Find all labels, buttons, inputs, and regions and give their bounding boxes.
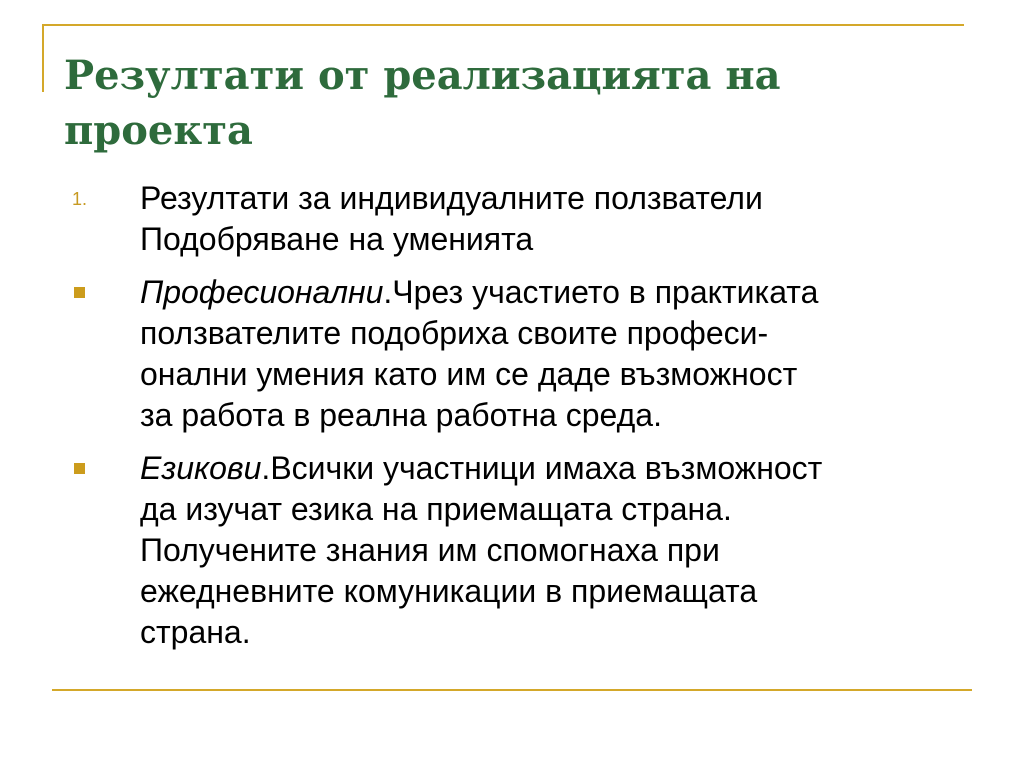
bottom-border-line <box>52 689 972 691</box>
numbered-list-item <box>72 178 952 260</box>
title-line: проекта <box>64 107 253 154</box>
bullet-line: за работа в реална работна среда. <box>140 397 662 433</box>
bullet-line: да изучат езика на приемащата страна. <box>140 491 732 527</box>
top-border-line <box>42 24 964 26</box>
bullet-line: страна. <box>140 614 251 650</box>
bullet-line <box>140 448 952 489</box>
numbered-item-line: Резултати за индивидуалните ползватели <box>140 180 763 216</box>
bullet-text: .Всички участници имаха възможност <box>261 450 823 486</box>
bullet-text: .Чрез участието в практиката <box>383 274 819 310</box>
gold-square-bullet-icon <box>74 287 85 298</box>
bullet-line: Получените знания им спомогнаха при <box>140 532 720 568</box>
list-number: 1. <box>72 189 88 209</box>
slide-title <box>64 48 924 158</box>
bullet-lead: Професионални <box>140 274 384 310</box>
numbered-item-line: Подобряване на уменията <box>140 221 534 257</box>
bullet-item-language <box>72 448 952 653</box>
slide-content <box>72 178 952 653</box>
gold-square-bullet-icon <box>74 463 85 474</box>
bullet-line: ползвателите подобриха своите професи- <box>140 315 769 351</box>
bullet-line: онални умения като им се даде възможност <box>140 356 798 392</box>
title-line: Резултати от реализацията на <box>64 52 781 99</box>
bullet-line <box>140 272 952 313</box>
bullet-lead: Езикови <box>140 450 262 486</box>
bullet-line: ежедневните комуникации в приемащата <box>140 573 758 609</box>
bullet-item-professional <box>72 272 952 436</box>
left-border-line <box>42 24 44 92</box>
